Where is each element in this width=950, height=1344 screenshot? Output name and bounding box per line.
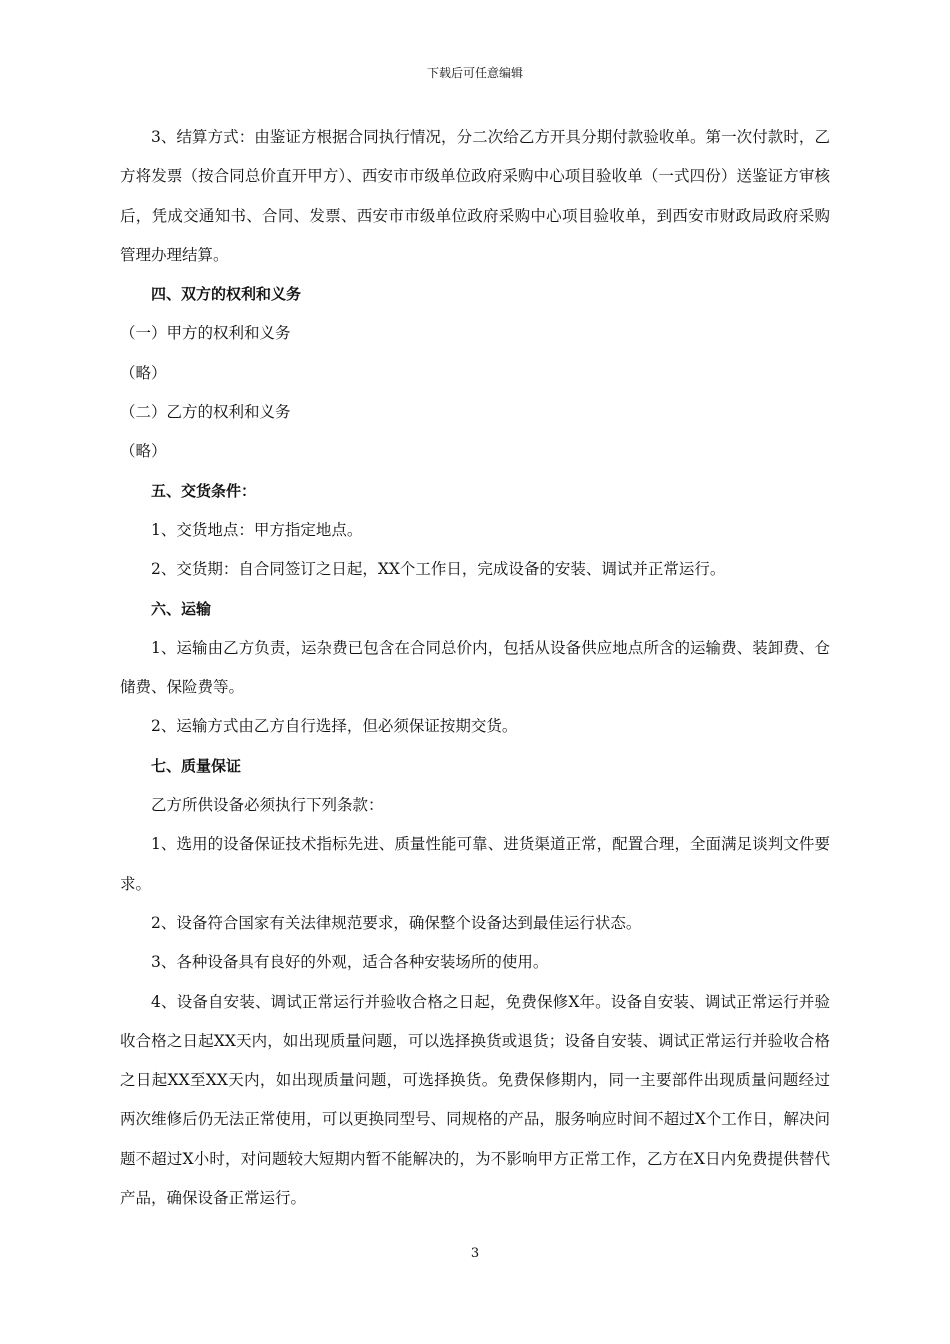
- transport-paragraph-1: 1、运输由乙方负责，运杂费已包含在合同总价内，包括从设备供应地点所含的运输费、装卸费、仓储费、保险费等。: [120, 638, 830, 697]
- delivery-location: 1、交货地点：甲方指定地点。: [151, 520, 363, 539]
- quality-intro: 乙方所供设备必须执行下列条款：: [151, 796, 384, 815]
- section-heading-rights: 四、双方的权利和义务: [151, 285, 302, 304]
- settlement-paragraph: 3、结算方式：由鉴证方根据合同执行情况，分二次给乙方开具分期付款验收单。第一次付款时，乙方将发票（按合同总价直开甲方）、西安市市级单位政府采购中心项目验收单（一式四份）送鉴证方审核后，凭成交通知书、合同、发票、西安市市级单位政府采购中心项目验收单，到西安市财政局政府采购管理办理结算。: [120, 128, 830, 264]
- quality-clause-3: 3、各种设备具有良好的外观，适合各种安装场所的使用。: [151, 953, 549, 972]
- delivery-period: 2、交货期：自合同签订之日起，XX个工作日，完成设备的安装、调试并正常运行。: [151, 560, 726, 579]
- quality-clause-1: 1、选用的设备保证技术指标先进、质量性能可靠、进货渠道正常，配置合理，全面满足谈判文件要求。: [120, 835, 830, 893]
- section-heading-quality: 七、质量保证: [151, 756, 242, 775]
- page-header: 下载后可任意编辑: [426, 66, 523, 80]
- section-heading-transport: 六、运输: [151, 599, 212, 618]
- document-body: [120, 118, 830, 1218]
- transport-paragraph-2: 2、运输方式由乙方自行选择，但必须保证按期交货。: [151, 717, 518, 736]
- omitted-text: （略）: [120, 442, 167, 461]
- subheading-party-a: （一）甲方的权利和义务: [120, 324, 291, 343]
- subheading-party-b: （二）乙方的权利和义务: [120, 403, 291, 422]
- page-number: 3: [470, 1246, 480, 1261]
- quality-clause-4: 4、设备自安装、调试正常运行并验收合格之日起，免费保修X年。设备自安装、调试正常运行并验收合格之日起XX天内，如出现质量问题，可以选择换货或退货；设备自安装、调试正常运行并验收合格之日起XX至XX天内，如出现质量问题，可选择换货。免费保修期内，同一主要部件出现质量问题经过两次维修后仍无法正常使用，可以更换同型号、同规格的产品，服务响应时间不超过X个工作日，解决问题不超过X小时，对问题较大短期内暂不能解决的，为不影响甲方正常工作，乙方在X日内免费提供替代产品，确保设备正常运行。: [120, 992, 830, 1208]
- section-heading-delivery: 五、交货条件：: [151, 481, 257, 500]
- omitted-text: （略）: [120, 363, 167, 382]
- quality-clause-2: 2、设备符合国家有关法律规范要求，确保整个设备达到最佳运行状态。: [151, 913, 642, 932]
